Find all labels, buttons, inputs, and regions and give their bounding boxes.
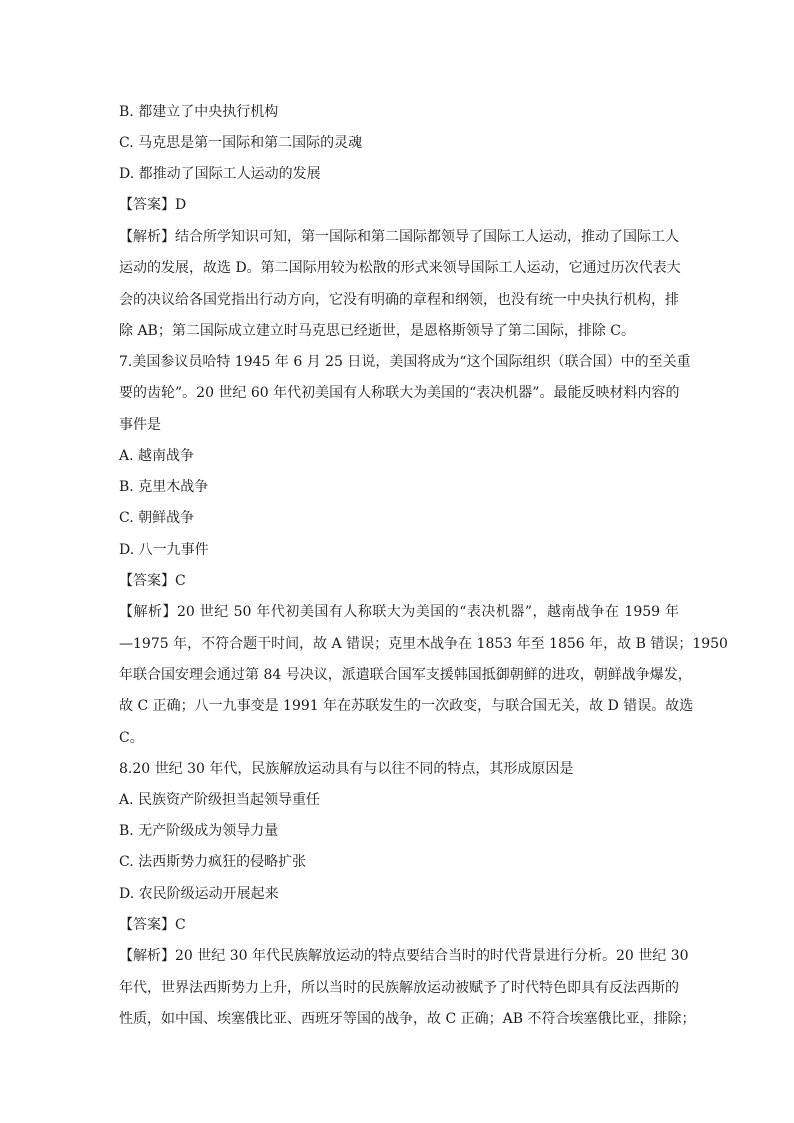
question-7-line-2: 要的齿轮”。20 世纪 60 年代初美国有人称联大为美国的“表决机器”。最能反映材料内容的 bbox=[119, 385, 680, 401]
answer-q6: 【答案】D bbox=[119, 197, 187, 213]
option-d-q7: D. 八一九事件 bbox=[119, 542, 209, 558]
analysis-q8-line-2: 年代，世界法西斯势力上升，所以当时的民族解放运动被赋予了时代特色即具有反法西斯的 bbox=[119, 980, 679, 996]
answer-q7: 【答案】C bbox=[119, 573, 186, 589]
option-a-q8: A. 民族资产阶级担当起领导重任 bbox=[119, 792, 321, 808]
analysis-q6-line-1: 【解析】结合所学知识可知，第一国际和第二国际都领导了国际工人运动，推动了国际工人 bbox=[119, 229, 679, 245]
question-7-line-1: 7.美国参议员哈特 1945 年 6 月 25 日说，美国将成为“这个国际组织（联合国）中的至关重 bbox=[119, 354, 691, 370]
analysis-q7-line-2: —1975 年，不符合题干时间，故 A 错误；克里木战争在 1853 年至 1856 年，故 B 错误；1950 bbox=[119, 636, 728, 652]
analysis-q6-line-3: 会的决议给各国党指出行动方向，它没有明确的章程和纲领，也没有统一中央执行机构，排 bbox=[119, 292, 679, 308]
analysis-q7-line-5: C。 bbox=[119, 730, 144, 746]
analysis-q6-line-4: 除 AB；第二国际成立建立时马克思已经逝世，是恩格斯领导了第二国际，排除 C。 bbox=[119, 323, 636, 339]
option-b-q6: B. 都建立了中央执行机构 bbox=[119, 104, 279, 120]
option-b-q8: B. 无产阶级成为领导力量 bbox=[119, 823, 279, 839]
question-7-line-3: 事件是 bbox=[119, 417, 161, 433]
option-c-q8: C. 法西斯势力疯狂的侵略扩张 bbox=[119, 854, 307, 870]
question-8: 8.20 世纪 30 年代，民族解放运动具有与以往不同的特点，其形成原因是 bbox=[119, 761, 574, 777]
option-c-q7: C. 朝鲜战争 bbox=[119, 510, 195, 526]
analysis-q8-line-1: 【解析】20 世纪 30 年代民族解放运动的特点要结合当时的时代背景进行分析。20 世纪 30 bbox=[119, 948, 689, 964]
answer-q8: 【答案】C bbox=[119, 917, 186, 933]
option-a-q7: A. 越南战争 bbox=[119, 448, 195, 464]
analysis-q7-line-1: 【解析】20 世纪 50 年代初美国有人称联大为美国的“表决机器”，越南战争在 1959 年 bbox=[119, 604, 679, 620]
analysis-q7-line-4: 故 C 正确；八一九事变是 1991 年在苏联发生的一次政变，与联合国无关，故 D 错误。故选 bbox=[119, 698, 694, 714]
option-b-q7: B. 克里木战争 bbox=[119, 479, 209, 495]
option-d-q8: D. 农民阶级运动开展起来 bbox=[119, 886, 279, 902]
analysis-q7-line-3: 年联合国安理会通过第 84 号决议，派遣联合国军支援韩国抵御朝鲜的进攻，朝鲜战争爆发， bbox=[119, 667, 692, 683]
option-c-q6: C. 马克思是第一国际和第二国际的灵魂 bbox=[119, 135, 363, 151]
option-d-q6: D. 都推动了国际工人运动的发展 bbox=[119, 166, 321, 182]
analysis-q8-line-3: 性质，如中国、埃塞俄比亚、西班牙等国的战争，故 C 正确；AB 不符合埃塞俄比亚，排除； bbox=[119, 1011, 696, 1027]
analysis-q6-line-2: 运动的发展，故选 D。第二国际用较为松散的形式来领导国际工人运动，它通过历次代表大 bbox=[119, 260, 681, 276]
